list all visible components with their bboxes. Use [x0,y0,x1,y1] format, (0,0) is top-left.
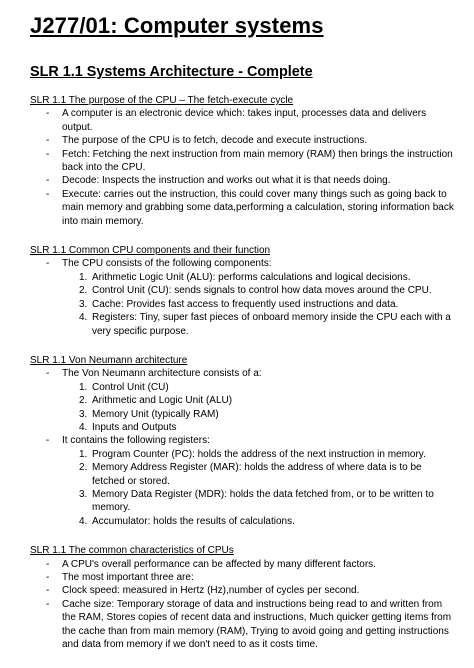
section-cpu-components [30,244,454,338]
document-page [30,12,454,651]
list-item [30,107,454,134]
numbered-item-text: Registers: Tiny, super fast pieces of onboard memory inside the CPU each with a very specific purpose. [92,312,451,337]
numbered-item-text: Memory Address Register (MAR): holds the address of where data is to be fetched or stored. [92,462,422,487]
numbered-item [30,381,454,394]
list-item-text: Clock speed: measured in Hertz (Hz),number of cycles per second. [62,585,360,597]
list-item [30,584,454,597]
numbered-list [30,381,454,435]
numbered-item [30,408,454,421]
section-title: SLR 1.1 Common CPU components and their function [30,245,271,257]
item-number: 3. [79,298,88,310]
dash-bullet-icon: - [46,108,50,120]
dash-bullet-icon: - [46,598,50,610]
list-item-text: It contains the following registers: [62,435,210,447]
numbered-item [30,488,454,515]
section-von-neumann [30,354,454,528]
bullet-list [30,107,454,228]
numbered-item [30,394,454,407]
item-number: 3. [79,408,88,420]
numbered-item-text: Inputs and Outputs [92,421,177,433]
dash-bullet-icon: - [46,572,50,583]
numbered-item [30,421,454,434]
list-item [30,188,454,228]
numbered-item-text: Control Unit (CU) [92,381,169,393]
dash-bullet-icon: - [46,558,50,570]
item-number: 4. [79,515,88,527]
document-subtitle: SLR 1.1 Systems Architecture - Complete [30,64,313,80]
item-number: 3. [79,488,88,500]
section-cpu-characteristics [30,544,454,651]
dash-bullet-icon: - [46,148,50,160]
item-number: 2. [79,285,88,297]
numbered-item-text: Arithmetic and Logic Unit (ALU) [92,395,233,407]
list-item [30,367,454,380]
list-item [30,134,454,147]
list-item [30,257,454,270]
dash-bullet-icon: - [46,585,50,597]
numbered-item [30,311,454,338]
dash-bullet-icon: - [46,258,50,270]
section-title: SLR 1.1 Von Neumann architecture [30,354,188,366]
list-item-text: The CPU consists of the following components: [62,258,272,270]
numbered-item [30,448,454,461]
item-number: 4. [79,312,88,324]
dash-bullet-icon: - [46,175,50,187]
list-item-text: The purpose of the CPU is to fetch, decode and execute instructions. [62,135,368,147]
bullet-list [30,558,454,652]
list-item-text: Execute: carries out the instruction, this could cover many things such as going back to main memory and grabbing some data,performing a calculation, storing information back into main memory. [62,188,454,227]
numbered-item [30,461,454,488]
item-number: 1. [79,448,88,460]
bullet-list [30,257,454,270]
numbered-list [30,271,454,338]
item-number: 2. [79,395,88,407]
list-item [30,434,454,447]
numbered-item-text: Accumulator: holds the results of calculations. [92,515,295,527]
dash-bullet-icon: - [46,368,50,380]
list-item [30,571,454,584]
numbered-item-text: Control Unit (CU): sends signals to control how data moves around the CPU. [92,285,432,297]
bullet-list [30,367,454,380]
list-item-text: Decode: Inspects the instruction and works out what it is that needs doing. [62,175,391,187]
list-item-text: A CPU's overall performance can be affected by many different factors. [62,558,376,570]
numbered-item-text: Program Counter (PC): holds the address of the next instruction in memory. [92,448,426,460]
numbered-item-text: Cache: Provides fast access to frequently used instructions and data. [92,298,399,310]
item-number: 4. [79,421,88,433]
section-title: SLR 1.1 The common characteristics of CPUs [30,545,234,557]
list-item-text: Cache size: Temporary storage of data and instructions being read to and written from the RAM, Stores copies of recent data and instructions, Much quicker getting items from the cache than from main memory (RAM), Trying to avoid going and getting instructions and data from memory if we don't need to as it costs time. [62,598,452,651]
list-item-text: The most important three are: [62,572,194,583]
numbered-item-text: Memory Unit (typically RAM) [92,408,219,420]
dash-bullet-icon: - [46,188,50,200]
dash-bullet-icon: - [46,435,50,447]
list-item [30,174,454,187]
section-title: SLR 1.1 The purpose of the CPU – The fetch-execute cycle [30,95,294,106]
numbered-list [30,448,454,528]
list-item-text: The Von Neumann architecture consists of a: [62,368,262,380]
list-item [30,558,454,571]
numbered-item [30,515,454,528]
numbered-item [30,284,454,297]
section-fetch-execute [30,94,454,228]
bullet-list [30,434,454,447]
list-item [30,148,454,175]
numbered-item-text: Arithmetic Logic Unit (ALU): performs calculations and logical decisions. [92,271,411,283]
item-number: 1. [79,381,88,393]
numbered-item [30,298,454,311]
list-item-text: A computer is an electronic device which: takes input, processes data and delivers output. [62,108,427,133]
document-title: J277/01: Computer systems [30,13,324,38]
numbered-item-text: Memory Data Register (MDR): holds the data fetched from, or to be written to memory. [92,488,434,514]
dash-bullet-icon: - [46,135,50,147]
numbered-item [30,271,454,284]
list-item [30,598,454,652]
item-number: 2. [79,462,88,474]
item-number: 1. [79,271,88,283]
list-item-text: Fetch: Fetching the next instruction from main memory (RAM) then brings the instruction back into the CPU. [62,148,453,174]
